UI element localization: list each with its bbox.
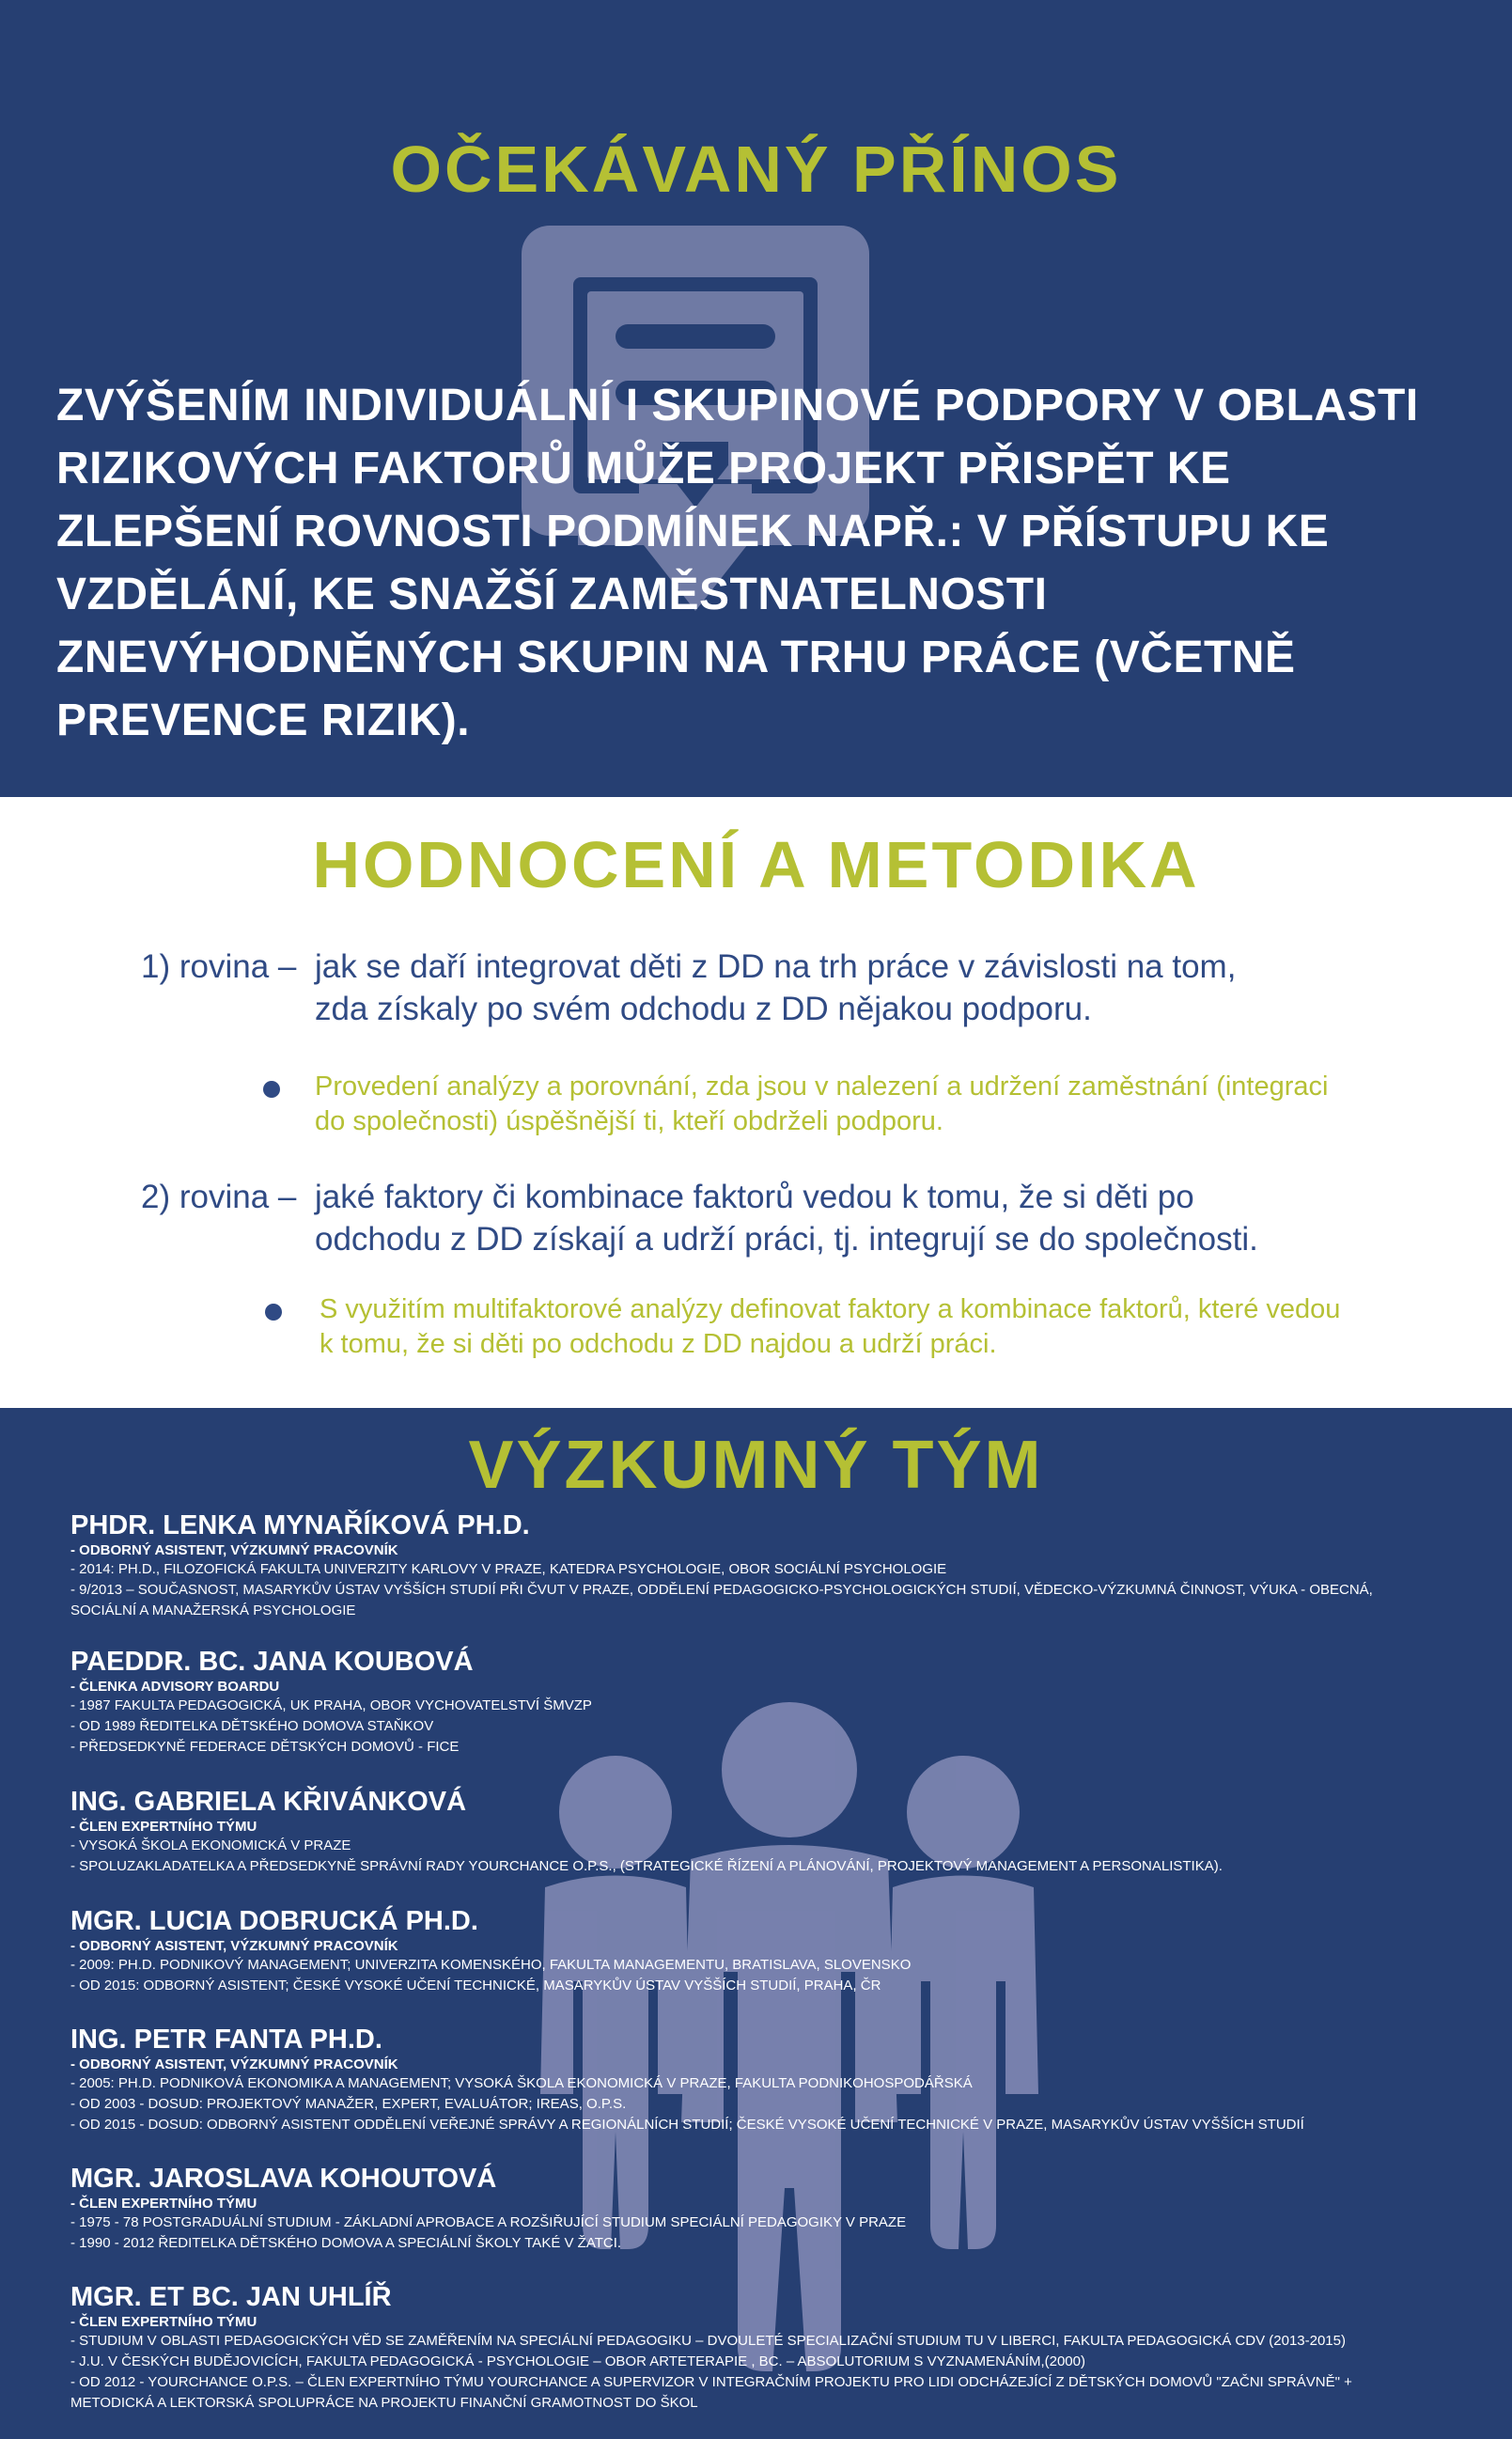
member-name: MGR. ET BC. JAN UHLÍŘ: [70, 2282, 392, 2312]
member-detail: - OD 2015: ODBORNÝ ASISTENT; ČESKÉ VYSOKÉ UČENÍ TECHNICKÉ, MASARYKŮV ÚSTAV VYŠŠÍCH STUDIÍ, PRAHA, ČR: [70, 1978, 881, 1993]
member-name: MGR. LUCIA DOBRUCKÁ PH.D.: [70, 1906, 478, 1936]
expected-benefit-heading: OČEKÁVANÝ PŘÍNOS: [390, 133, 1122, 206]
expected-benefit-text: ZVÝŠENÍM INDIVIDUÁLNÍ I SKUPINOVÉ PODPORY V OBLASTI RIZIKOVÝCH FAKTORŮ MŮŽE PROJEKT PŘISPĚT KE ZLEPŠENÍ ROVNOSTI PODMÍNEK NAPŘ.: V PŘÍSTUPU KE VZDĚLÁNÍ, KE SNAŽŠÍ ZAMĚSTNATELNOSTI ZNEVÝHODNĚNÝCH SKUPIN NA TRHU PRÁCE (VČETNĚ PREVENCE RIZIK).: [56, 381, 1419, 745]
level-1-bullet-text: Provedení analýzy a porovnání, zda jsou v nalezení a udržení zaměstnání (integraci do společnosti) úspěšnější ti, kteří obdrželi podporu.: [315, 1071, 1329, 1136]
member-detail: - STUDIUM V OBLASTI PEDAGOGICKÝCH VĚD SE ZAMĚŘENÍM NA SPECIÁLNÍ PEDAGOGIKU – DVOULETÉ SPECIALIZAČNÍ STUDIUM TU V LIBERCI, FAKULTA PEDAGOGICKÁ CDV (2013-2015): [70, 2333, 1346, 2349]
level-1-line-2: zda získaly po svém odchodu z DD nějakou podporu.: [315, 991, 1092, 1027]
member-detail: - OD 2003 - DOSUD: PROJEKTOVÝ MANAŽER, EXPERT, EVALUÁTOR; IREAS, O.P.S.: [70, 2096, 627, 2112]
member-name: PAEDDR. BC. JANA KOUBOVÁ: [70, 1647, 474, 1677]
member-detail: - 2014: PH.D., FILOZOFICKÁ FAKULTA UNIVERZITY KARLOVY V PRAZE, KATEDRA PSYCHOLOGIE, OBOR SOCIÁLNÍ PSYCHOLOGIE: [70, 1561, 947, 1577]
member-detail: - 2009: PH.D. PODNIKOVÝ MANAGEMENT; UNIVERZITA KOMENSKÉHO, FAKULTA MANAGEMENTU, BRATISLAVA, SLOVENSKO: [70, 1957, 912, 1973]
member-detail: METODICKÁ A LEKTORSKÁ SPOLUPRÁCE NA PROJEKTU FINANČNÍ GRAMOTNOST DO ŠKOL: [70, 2395, 698, 2411]
member-detail: - VYSOKÁ ŠKOLA EKONOMICKÁ V PRAZE: [70, 1837, 351, 1853]
member-detail: - SPOLUZAKLADATELKA A PŘEDSEDKYNĚ SPRÁVNÍ RADY YOURCHANCE O.P.S., (STRATEGICKÉ ŘÍZENÍ A PLÁNOVÁNÍ, PROJEKTOVÝ MANAGEMENT A PERSONALISTIKA).: [70, 1858, 1223, 1874]
member-role: - ODBORNÝ ASISTENT, VÝZKUMNÝ PRACOVNÍK: [70, 2056, 398, 2072]
team-member: [70, 1646, 1480, 1758]
level-2-label: 2) rovina –: [141, 1179, 297, 1215]
member-role: - ČLEN EXPERTNÍHO TÝMU: [70, 2196, 257, 2212]
bullet-dot-icon: [263, 1081, 280, 1098]
member-detail: SOCIÁLNÍ A MANAŽERSKÁ PSYCHOLOGIE: [70, 1603, 356, 1618]
member-role: - ODBORNÝ ASISTENT, VÝZKUMNÝ PRACOVNÍK: [70, 1542, 398, 1558]
research-team-section: [0, 1408, 1512, 2439]
member-detail: - OD 2015 - DOSUD: ODBORNÝ ASISTENT ODDĚLENÍ VEŘEJNÉ SPRÁVY A REGIONÁLNÍCH STUDIÍ; ČESKÉ VYSOKÉ UČENÍ TECHNICKÉ V PRAZE, MASARYKŮV ÚSTAV VYŠŠÍCH STUDIÍ: [70, 2117, 1304, 2133]
team-member: [70, 1786, 1480, 1877]
team-member: [70, 2281, 1480, 2414]
team-member: [70, 2024, 1480, 2135]
member-detail: - 1990 - 2012 ŘEDITELKA DĚTSKÉHO DOMOVA A SPECIÁLNÍ ŠKOLY TAKÉ V ŽATCI.: [70, 2235, 622, 2251]
member-role: - ČLEN EXPERTNÍHO TÝMU: [70, 1819, 257, 1835]
member-name: ING. GABRIELA KŘIVÁNKOVÁ: [70, 1787, 467, 1817]
level-2-line-2: odchodu z DD získají a udrží práci, tj. integrují se do společnosti.: [315, 1221, 1258, 1258]
level-1-line-1: jak se daří integrovat děti z DD na trh práce v závislosti na tom,: [315, 948, 1237, 985]
team-member: [70, 2163, 1480, 2254]
level-2-line-1: jaké faktory či kombinace faktorů vedou k tomu, že si děti po: [315, 1179, 1194, 1215]
member-detail: - PŘEDSEDKYNĚ FEDERACE DĚTSKÝCH DOMOVŮ - FICE: [70, 1739, 460, 1755]
member-detail: - OD 1989 ŘEDITELKA DĚTSKÉHO DOMOVA STAŇKOV: [70, 1718, 434, 1734]
member-detail: - OD 2012 - YOURCHANCE O.P.S. – ČLEN EXPERTNÍHO TÝMU YOURCHANCE A SUPERVIZOR V INTEGRAČNÍM PROJEKTU PRO LIDI ODCHÁZEJÍCÍ Z DĚTSKÝCH DOMOVŮ "ZAČNI SPRÁVNĚ" +: [70, 2374, 1352, 2390]
member-role: - ČLENKA ADVISORY BOARDU: [70, 1679, 280, 1695]
evaluation-methodology-heading: HODNOCENÍ A METODIKA: [312, 828, 1200, 901]
member-detail: - 1975 - 78 POSTGRADUÁLNÍ STUDIUM - ZÁKLADNÍ APROBACE A ROZŠIŘUJÍCÍ STUDIUM SPECIÁLNÍ PEDAGOGIKY V PRAZE: [70, 2214, 907, 2230]
level-1-label: 1) rovina –: [141, 948, 297, 985]
member-detail: - 2005: PH.D. PODNIKOVÁ EKONOMIKA A MANAGEMENT; VYSOKÁ ŠKOLA EKONOMICKÁ V PRAZE, FAKULTA PODNIKOHOSPODÁŘSKÁ: [70, 2075, 973, 2091]
member-name: MGR. JAROSLAVA KOHOUTOVÁ: [70, 2164, 497, 2194]
research-team-heading: VÝZKUMNÝ TÝM: [468, 1428, 1044, 1503]
team-member: [70, 1905, 1480, 1996]
level-2-bullet-text: S využitím multifaktorové analýzy definovat faktory a kombinace faktorů, které vedou k tomu, že si děti po odchodu z DD najdou a udrží práci.: [320, 1294, 1341, 1359]
member-name: ING. PETR FANTA PH.D.: [70, 2025, 382, 2055]
member-role: - ODBORNÝ ASISTENT, VÝZKUMNÝ PRACOVNÍK: [70, 1938, 398, 1954]
member-detail: - J.U. V ČESKÝCH BUDĚJOVICÍCH, FAKULTA PEDAGOGICKÁ - PSYCHOLOGIE – OBOR ARTETERAPIE , BC. – ABSOLUTORIUM S VYZNAMENÁNÍM,(2000): [70, 2353, 1085, 2369]
bullet-dot-icon: [265, 1304, 282, 1321]
member-name: PHDR. LENKA MYNAŘÍKOVÁ PH.D.: [70, 1510, 530, 1540]
expected-benefit-section: [0, 0, 1512, 797]
team-member: [70, 1509, 1480, 1621]
level-2-text: [141, 1176, 1363, 1260]
member-role: - ČLEN EXPERTNÍHO TÝMU: [70, 2314, 257, 2330]
evaluation-methodology-section: [0, 797, 1512, 1408]
level-1-text: [141, 946, 1363, 1030]
member-detail: - 9/2013 – SOUČASNOST, MASARYKŮV ÚSTAV VYŠŠÍCH STUDIÍ PŘI ČVUT V PRAZE, ODDĚLENÍ PEDAGOGICKO-PSYCHOLOGICKÝCH STUDIÍ, VĚDECKO-VÝZKUMNÁ ČINNOST, VÝUKA - OBECNÁ,: [70, 1582, 1373, 1598]
member-detail: - 1987 FAKULTA PEDAGOGICKÁ, UK PRAHA, OBOR VYCHOVATELSTVÍ ŠMVZP: [70, 1697, 592, 1713]
